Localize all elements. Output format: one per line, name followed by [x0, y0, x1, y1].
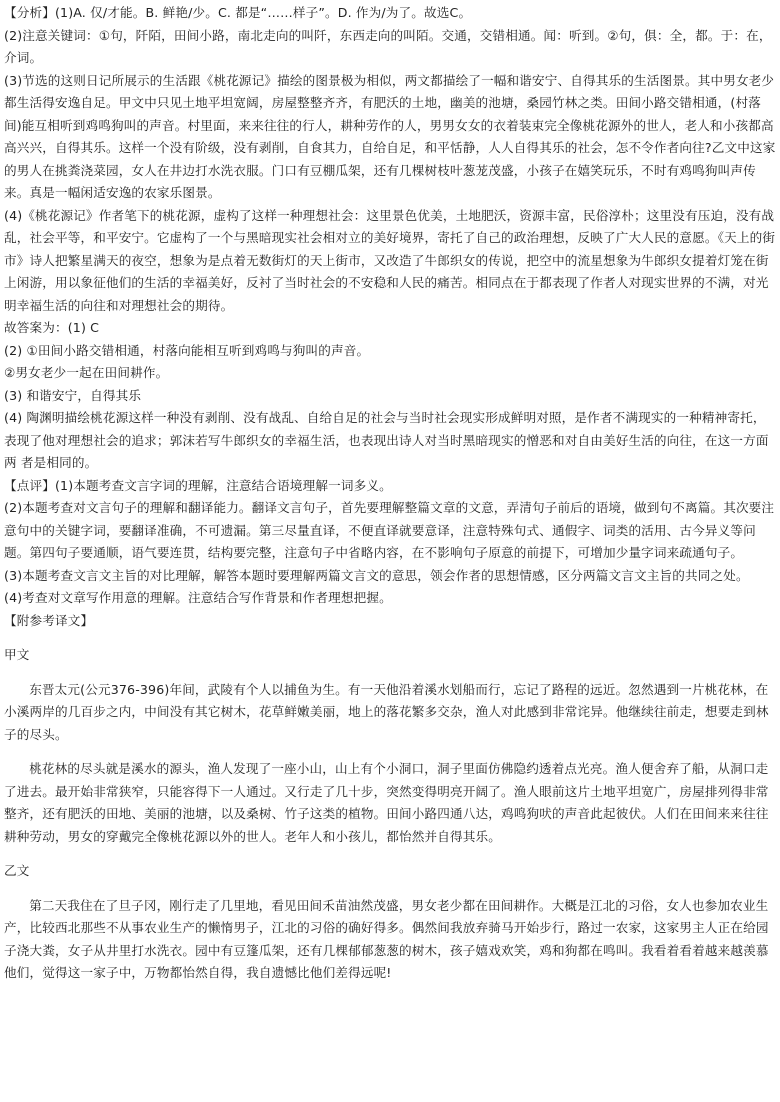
translation-heading: 【附参考译文】: [4, 612, 94, 628]
comment-3: (3)本题考查文言文主旨的对比理解，解答本题时要理解两篇文言文的意思，领会作者的思想情感，区分两篇文言文主旨的共同之处。: [4, 567, 749, 583]
answer-2-1: (2) ①田间小路交错相通，村落向能相互听到鸡鸣与狗叫的声音。: [4, 342, 370, 358]
analysis-part-1: 【分析】(1)A. 仅/才能。B. 鲜艳/少。C. 都是“……样子”。D. 作为/为了。故选C。: [4, 5, 472, 20]
analysis-part-4: (4)《桃花源记》作者笔下的桃花源，虚构了这样一种理想社会：这里景色优美，土地肥沃，资源丰富，民俗淳朴；这里没有压迫，没有战乱，社会平等，和平安宁。它虚构了一个与黑暗现实社会相对立的美好境界，寄托了自己的政治理想，反映了广大人民的意愿。《天上的街市》诗人把繁星满天的夜空，想象为是点着无数街灯的天上街市，又改造了牛郎织女的传说，把空中的流星想象为牛郎织女提着灯笼在街上闲游，用以象征他们的生活的幸福美好，反衬了当时社会的不安稳和人民的痛苦。相同点在于都表现了作者人对现实世界的不满，对光明幸福生活的向往和对理想社会的期待。: [4, 207, 776, 313]
analysis-part-3: (3)节选的这则日记所展示的生活跟《桃花源记》描绘的图景极为相似，两文都描绘了一幅和谐安宁、自得其乐的生活图景。其中男女老少都生活得安逸自足。甲文中只见土地平坦宽阔，房屋整整齐齐，有肥沃的土地，幽美的池塘，桑园竹林之类。田间小路交错相通，(村落间)能互相听到鸡鸣狗叫的声音。村里面，来来往往的行人，耕种劳作的人，男男女女的衣着装束完全像桃花源外的世人，老人和小孩都高高兴兴，自得其乐。这样一个没有阶级，没有剥削，自食其力，自给自足，和平恬静，人人自得其乐的社会，怎不令作者向往?乙文中这家的男人在挑粪浇菜园，女人在井边打水洗衣服。门口有豆棚瓜架，还有几棵树枝叶葱茏茂盛，小孩子在嬉笑玩乐，不时有鸡鸣狗叫声传来。真是一幅闲适安逸的农家乐图景。: [4, 72, 776, 200]
answer-4: (4) 陶渊明描绘桃花源这样一种没有剥削、没有战乱、自给自足的社会与当时社会现实形成鲜明对照，是作者不满现实的一种精神寄托，表现了他对理想社会的追求；郭沫若写牛郎织女的幸福生活，也表现出诗人对当时黑暗现实的憎恶和对自由美好生活的向往，在这一方面两 者是相同的。: [4, 410, 769, 470]
comment-2: (2)本题考查对文言句子的理解和翻译能力。翻译文言句子，首先要理解整篇文章的文意，弄清句子前后的语境，做到句不离篇。其次要注意句中的关键字词，要翻译准确，不可遗漏。第三尽量直译，不便直译就要意译，注意特殊句式、通假字、词类的活用、古今异义等问题。第四句子要通顺，语气要连贯，结构要完整，注意句子中省略内容，在不影响句子原意的前提下，可增加少量字词来疏通句子。: [4, 500, 775, 560]
answer-3: (3) 和谐安宁，自得其乐: [4, 387, 142, 403]
answer-2-2: ②男女老少一起在田间耕作。: [4, 365, 169, 380]
jia-label: 甲文: [4, 647, 30, 662]
jia-paragraph-2: 桃花林的尽头就是溪水的源头，渔人发现了一座小山，山上有个小洞口，洞子里面仿佛隐约透着点光亮。渔人便舍弃了船，从洞口走了进去。最开始非常狭窄，只能容得下一人通过。又行走了几十步，突然变得明亮开阔了。渔人眼前这片土地平坦宽广，房屋排列得非常整齐，还有肥沃的田地、美丽的池塘，以及桑树、竹子这类的植物。田间小路四通八达，鸡鸣狗吠的声音此起彼伏。人们在田间来来往往耕种劳动，男女的穿戴完全像桃花源以外的世人。老年人和小孩儿，都怡然并自得其乐。: [4, 761, 769, 844]
comment-4: (4)考查对文章写作用意的理解。注意结合写作背景和作者理想把握。: [4, 590, 392, 605]
answer-intro: 故答案为：(1) C: [4, 320, 100, 335]
jia-paragraph-1: 东晋太元(公元376-396)年间，武陵有个人以捕鱼为生。有一天他沿着溪水划船而行，忘记了路程的远近。忽然遇到一片桃花林，在小溪两岸的几百步之内，中间没有其它树木，花草鲜嫩美丽，地上的落花繁多交杂，渔人对此感到非常诧异。他继续往前走，想要走到林子的尽头。: [4, 681, 769, 742]
yi-label: 乙文: [4, 863, 30, 878]
comment-1: 【点评】(1)本题考查文言字词的理解，注意结合语境理解一词多义。: [4, 477, 392, 493]
yi-paragraph-1: 第二天我住在了旦子冈，刚行走了几里地，看见田间禾苗油然茂盛，男女老少都在田间耕作。大概是江北的习俗，女人也参加农业生产，比较西北那些不从事农业生产的懒惰男子，江北的习俗的确好得多。偶然间我放弃骑马开始步行，路过一农家，这家男主人正在给园子浇大粪，女子从井里打水洗衣。园中有豆篷瓜架，还有几棵郁郁葱葱的树木，孩子嬉戏欢笑，鸡和狗都在鸣叫。我看着看着越来越羡慕他们，觉得这一家子中，万物都怡然自得，我自遗憾比他们差得远呢!: [4, 897, 769, 980]
analysis-part-2: (2)注意关键词：①句，阡陌，田间小路，南北走向的叫阡，东西走向的叫陌。交通，交错相通。闻：听到。②句，俱：全，都。于：在，介词。: [4, 27, 772, 65]
